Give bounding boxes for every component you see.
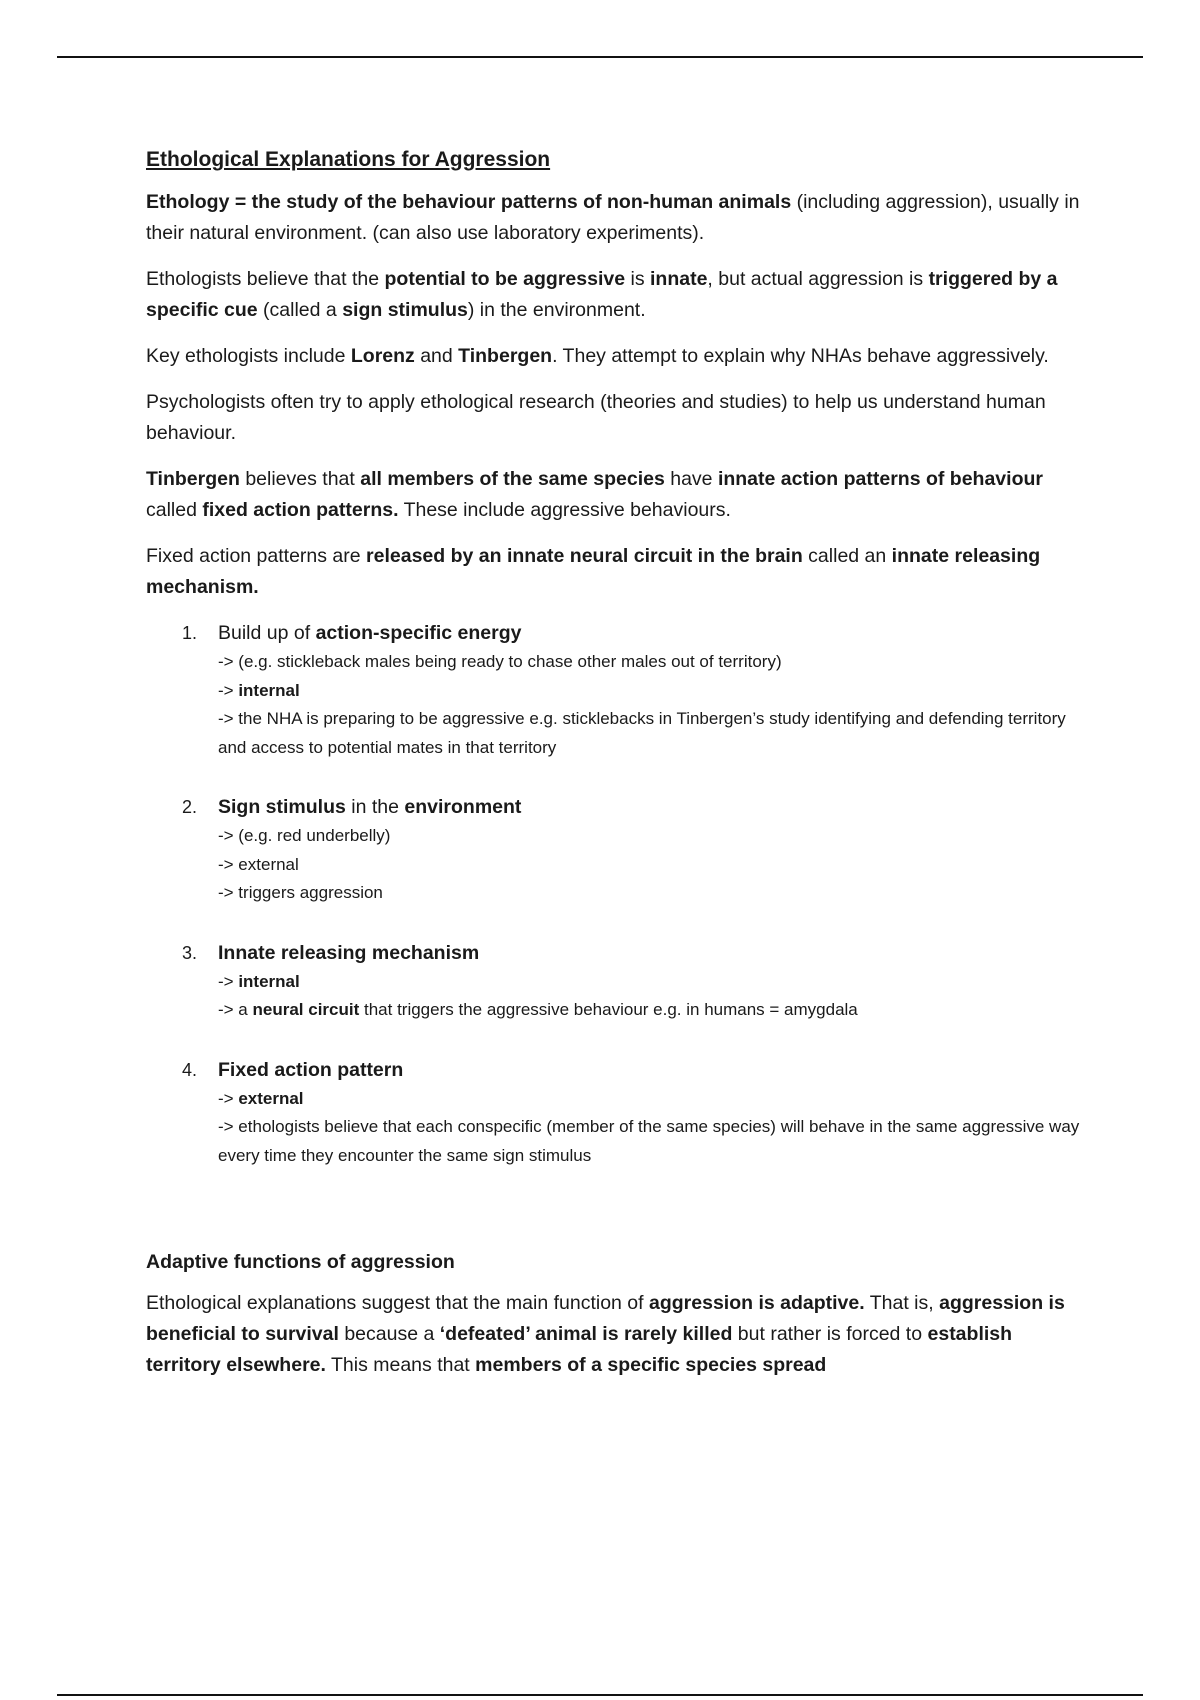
- paragraph-psychologists: Psychologists often try to apply ethological research (theories and studies) to help us understand human behaviour.: [146, 391, 1046, 444]
- list-item-step-4: [182, 1055, 1092, 1171]
- step-line: -> (e.g. red underbelly): [218, 826, 391, 845]
- step-line: -> external: [218, 854, 299, 874]
- page-title: Ethological Explanations for Aggression: [146, 148, 551, 171]
- step-line: -> external: [218, 1088, 304, 1108]
- document-body: [146, 146, 1092, 1396]
- step-line: -> triggers aggression: [218, 883, 383, 902]
- paragraph-ethologists-believe: Ethologists believe that the potential to be aggressive is innate, but actual aggression is triggered by a specific cue (called a sign stimulus) in the environment.: [146, 268, 1058, 321]
- step-heading: Innate releasing mechanism: [218, 941, 480, 964]
- list-number: 3.: [182, 942, 198, 963]
- step-line: -> internal: [218, 680, 300, 700]
- list-number: 4.: [182, 1059, 198, 1080]
- step-heading: Fixed action pattern: [218, 1058, 404, 1081]
- paragraph-ethology: Ethology = the study of the behaviour patterns of non-human animals (including aggression), usually in their natural environment. (can also use laboratory experiments).: [146, 191, 1080, 244]
- list-item-step-2: [182, 792, 1092, 908]
- paragraph-adaptive: Ethological explanations suggest that the main function of aggression is adaptive. That is, aggression is beneficial to survival because a ‘defeated’ animal is rarely killed but rather is forced to establish territory elsewhere. This means that members of a specific species spread: [146, 1292, 1065, 1376]
- paragraph-tinbergen: Tinbergen believes that all members of the same species have innate action patterns of behaviour called fixed action patterns. These include aggressive behaviours.: [146, 468, 1043, 521]
- list-number: 1.: [182, 623, 198, 643]
- step-line: -> internal: [218, 971, 300, 991]
- bottom-rule: [57, 1694, 1143, 1696]
- list-item-step-3: [182, 938, 1092, 1025]
- step-line: -> a neural circuit that triggers the aggressive behaviour e.g. in humans = amygdala: [218, 1000, 858, 1019]
- steps-list: [146, 618, 1092, 1170]
- step-heading: Sign stimulus in the environment: [218, 796, 522, 818]
- list-item-step-1: [182, 618, 1092, 762]
- step-line: -> ethologists believe that each conspecific (member of the same species) will behave in the same aggressive way every time they encounter the same sign stimulus: [218, 1117, 1080, 1165]
- paragraph-fixed-action-patterns: Fixed action patterns are released by an innate neural circuit in the brain called an innate releasing mechanism.: [146, 545, 1041, 598]
- step-line: -> (e.g. stickleback males being ready to chase other males out of territory): [218, 652, 782, 671]
- section-heading: Adaptive functions of aggression: [146, 1251, 455, 1273]
- step-line: -> the NHA is preparing to be aggressive e.g. sticklebacks in Tinbergen’s study identifying and defending territory and access to potential mates in that territory: [218, 709, 1066, 757]
- top-rule: [57, 56, 1143, 58]
- step-heading: Build up of action-specific energy: [218, 622, 522, 644]
- paragraph-key-ethologists: Key ethologists include Lorenz and Tinbergen. They attempt to explain why NHAs behave aggressively.: [146, 345, 1049, 367]
- list-number: 2.: [182, 797, 198, 817]
